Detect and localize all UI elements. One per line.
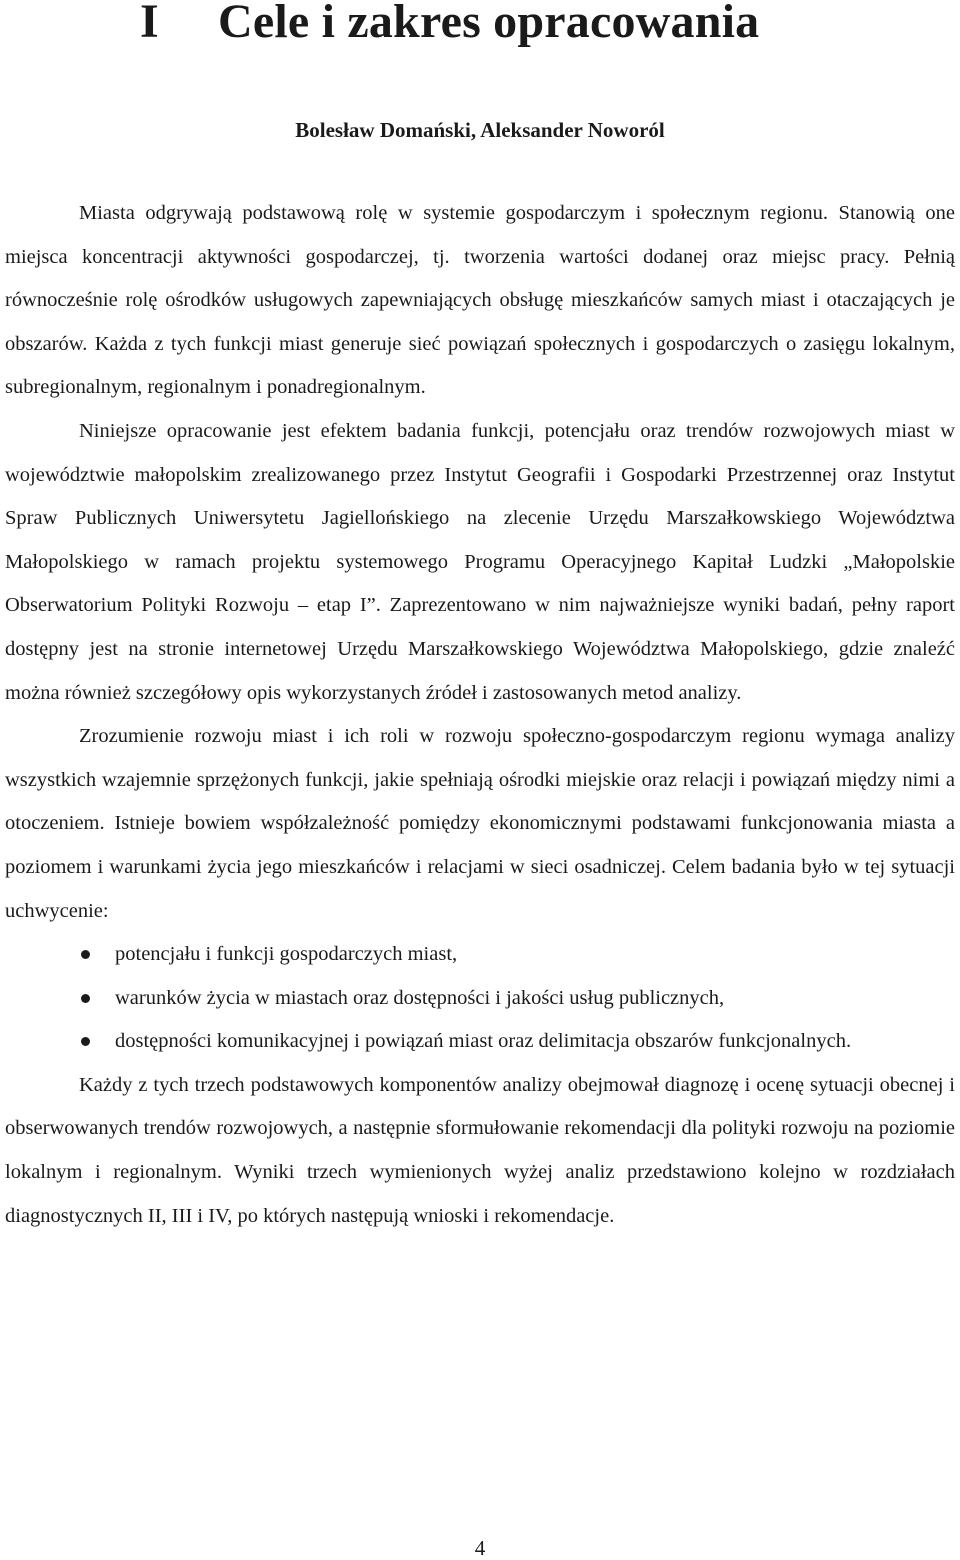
authors-line: Bolesław Domański, Aleksander Noworól [295, 118, 665, 142]
list-item-text: warunków życia w miastach oraz dostępności i jakości usług publicznych, [115, 986, 725, 1009]
paragraph-research-goal: Zrozumienie rozwoju miast i ich roli w rozwoju społeczno-gospodarczym regionu wymaga analizy wszystkich wzajemnie sprzężonych funkcji, jakie spełniają ośrodki miejskie oraz relacji i powiązań między nimi a otoczeniem. Istnieje bowiem współzależność pomiędzy ekonomicznymi podstawami funkcjonowania miasta a poziomem i warunkami życia jego mieszkańców i relacjami w sieci osadniczej. Celem badania było w tej sytuacji uchwycenie: [5, 725, 955, 922]
chapter-number: I [140, 0, 159, 48]
list-item [5, 1020, 955, 1064]
chapter-title [140, 0, 759, 50]
list-item-text: potencjału i funkcji gospodarczych miast, [115, 943, 458, 966]
chapter-title-text: Cele i zakres opracowania [218, 0, 760, 48]
bullet-icon [81, 1037, 90, 1046]
paragraph-study-description: Niniejsze opracowanie jest efektem badania funkcji, potencjału oraz trendów rozwojowych miast w województwie małopolskim zrealizowanego przez Instytut Geografii i Gospodarki Przestrzennej oraz Instytut Spraw Publicznych Uniwersytetu Jagiellońskiego na zlecenie Urzędu Marszałkowskiego Województwa Małopolskiego w ramach projektu systemowego Programu Operacyjnego Kapitał Ludzki „Małopolskie Obserwatorium Polityki Rozwoju – etap I”. Zaprezentowano w nim najważniejsze wyniki badań, pełny raport dostępny jest na stronie internetowej Urzędu Marszałkowskiego Województwa Małopolskiego, gdzie znaleźć można również szczegółowy opis wykorzystanych źródeł i zastosowanych metod analizy. [5, 419, 955, 704]
bullet-icon [81, 994, 90, 1003]
bullet-icon [81, 950, 90, 959]
body-text [5, 192, 955, 1238]
paragraph-intro: Miasta odgrywają podstawową rolę w systemie gospodarczym i społecznym regionu. Stanowią one miejsca koncentracji aktywności gospodarczej, tj. tworzenia wartości dodanej oraz miejsc pracy. Pełnią równocześnie rolę ośrodków usługowych zapewniających obsługę mieszkańców samych miast i otaczających je obszarów. Każda z tych funkcji miast generuje sieć powiązań społecznych i gospodarczych o zasięgu lokalnym, subregionalnym, regionalnym i ponadregionalnym. [5, 202, 955, 399]
paragraph-closing: Każdy z tych trzech podstawowych komponentów analizy obejmował diagnozę i ocenę sytuacji obecnej i obserwowanych trendów rozwojowych, a następnie sformułowanie rekomendacji dla polityki rozwoju na poziomie lokalnym i regionalnym. Wyniki trzech wymienionych wyżej analiz przedstawiono kolejno w rozdziałach diagnostycznych II, III i IV, po których następują wnioski i rekomendacje. [5, 1073, 955, 1227]
page-number: 4 [474, 1536, 486, 1560]
list-item [5, 977, 955, 1021]
goals-list [5, 933, 955, 1064]
list-item-text: dostępności komunikacyjnej i powiązań miast oraz delimitacja obszarów funkcjonalnych. [115, 1030, 852, 1053]
list-item [5, 933, 955, 977]
